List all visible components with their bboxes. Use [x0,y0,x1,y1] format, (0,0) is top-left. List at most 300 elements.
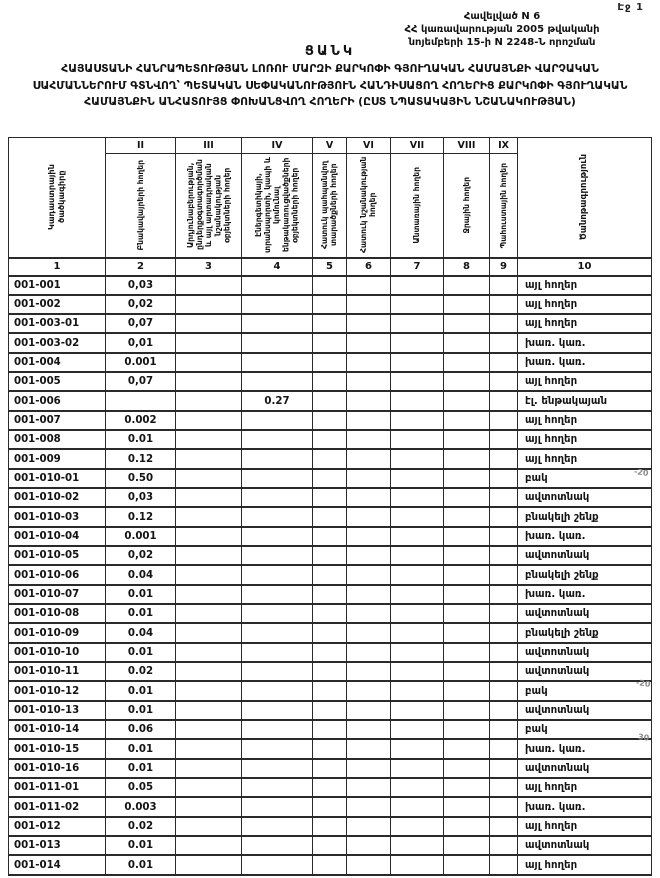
table-row [9,720,652,739]
protected-land-value-cell [313,662,347,681]
energy-transport-land-value-cell [242,314,313,333]
note-cell: խառ. կառ. [518,353,652,372]
settlement-land-value-cell: 0.01 [106,855,176,875]
column-numeral: IV [242,138,313,154]
column-index: 2 [106,258,176,276]
energy-transport-land-value-cell [242,527,313,546]
protected-land-value-cell [313,817,347,836]
industrial-land-value-cell [176,391,242,410]
forest-land-value-cell [391,527,444,546]
header-forest-lands [391,154,444,258]
settlement-land-value-cell: 0.003 [106,797,176,816]
table-row [9,604,652,623]
settlement-land-value-cell: 0.04 [106,623,176,642]
reserve-land-value-cell [490,623,518,642]
protected-land-value-cell [313,527,347,546]
protected-land-value-cell [313,759,347,778]
reserve-land-value-cell [490,778,518,797]
settlement-land-value-cell: 0.04 [106,565,176,584]
note-cell: այլ հողեր [518,276,652,295]
energy-transport-land-value-cell [242,585,313,604]
protected-land-value-cell [313,623,347,642]
table-row [9,662,652,681]
forest-land-value-cell [391,353,444,372]
table-row [9,527,652,546]
protected-land-value-cell [313,836,347,855]
document-title: ՀԱՅԱՍՏԱՆԻ ՀԱՆՐԱՊԵՏՈՒԹՅԱՆ ԼՈՌՈՒ ՄԱՐԶԻ ՔԱՐԿՈՓԻ ԳՅՈՒՂԱԿԱՆ ՀԱՄԱՅՆՔԻ ՎԱՐՉԱԿԱՆ ՍԱՀՄԱՆՆԵՐՈՒՄ ԳՏՆՎՈՂ՝ ՊԵՏԱԿԱՆ ՍԵՓԱԿԱՆՈՒԹՅՈՒՆ ՀԱՆԴԻՍԱՑՈՂ ՀՈՂԵՐԻՑ ՔԱՐԿՈՓԻ ԳՅՈՒՂԱԿԱՆ ՀԱՄԱՅՆՔԻՆ ԱՆՀԱՏՈՒՅՑ ՓՈԽԱՆՑՎՈՂ ՀՈՂԵՐԻ (ԸՍՏ ՆՊԱՏԱԿԱՅԻՆ ՆՇԱՆԱԿՈՒԹՅԱՆ) [32,62,628,109]
table-row [9,333,652,352]
note-cell: բակ [518,720,652,739]
note-cell: այլ հողեր [518,411,652,430]
cadastral-code-label: Կադաստրային ծածկագիրը [46,164,66,231]
settlement-land-value-cell: 0.01 [106,701,176,720]
special-purpose-land-value-cell [347,372,391,391]
industrial-land-value-cell [176,333,242,352]
note-cell: այլ հողեր [518,314,652,333]
protected-land-value-cell [313,411,347,430]
energy-transport-land-value-cell [242,817,313,836]
reserve-land-value-cell [490,817,518,836]
water-land-value-cell [444,333,490,352]
reserve-land-value-cell [490,585,518,604]
reserve-land-value-cell [490,411,518,430]
cadastral-code-cell: 001-014 [9,855,106,875]
settlement-land-value-cell: 0.02 [106,817,176,836]
annex-line: Հավելված N 6 [463,11,541,22]
protected-land-value-cell [313,778,347,797]
settlement-land-value-cell: 0,07 [106,372,176,391]
column-numeral: IX [490,138,518,154]
industrial-land-value-cell [176,585,242,604]
special-purpose-land-value-cell [347,314,391,333]
water-land-value-cell [444,739,490,758]
note-cell: ավտոտնակ [518,604,652,623]
column-index: 9 [490,258,518,276]
water-land-value-cell [444,372,490,391]
document-type-heading: ՑԱՆԿ [304,44,356,59]
reserve-land-value-cell [490,295,518,314]
cadastral-code-cell: 001-010-15 [9,739,106,758]
cadastral-code-cell: 001-002 [9,295,106,314]
special-purpose-land-value-cell [347,778,391,797]
settlement-land-value-cell: 0.01 [106,430,176,449]
water-land-value-cell [444,314,490,333]
reserve-land-value-cell [490,604,518,623]
note-cell: այլ հողեր [518,855,652,875]
table-row [9,701,652,720]
energy-transport-land-value-cell [242,488,313,507]
column-index: 3 [176,258,242,276]
special-purpose-land-value-cell [347,797,391,816]
forest-land-value-cell [391,333,444,352]
cadastral-code-cell: 001-004 [9,353,106,372]
reserve-land-value-cell [490,314,518,333]
header-energy-transport-lands [242,154,313,258]
protected-land-value-cell [313,585,347,604]
industrial-land-value-cell [176,759,242,778]
table-row [9,817,652,836]
energy-transport-land-value-cell [242,623,313,642]
forest-land-value-cell [391,739,444,758]
industrial-land-value-cell [176,507,242,526]
water-land-value-cell [444,527,490,546]
note-cell: ավտոտնակ [518,662,652,681]
column-numeral: II [106,138,176,154]
forest-land-value-cell [391,604,444,623]
special-purpose-land-value-cell [347,643,391,662]
note-cell: ավտոտնակ [518,701,652,720]
settlement-land-value-cell: 0.01 [106,585,176,604]
column-label: Հատուկ նշանակության հողեր [359,157,378,254]
handwritten-margin-mark: -20 [633,467,650,478]
special-purpose-land-value-cell [347,469,391,488]
reserve-land-value-cell [490,353,518,372]
protected-land-value-cell [313,720,347,739]
protected-land-value-cell [313,701,347,720]
table-row [9,836,652,855]
header-note [518,138,652,258]
water-land-value-cell [444,623,490,642]
settlement-land-value-cell: 0.12 [106,507,176,526]
column-label: Պահուստային հողեր [498,162,508,248]
cadastral-code-cell: 001-010-06 [9,565,106,584]
cadastral-code-cell: 001-003-01 [9,314,106,333]
industrial-land-value-cell [176,295,242,314]
protected-land-value-cell [313,855,347,875]
special-purpose-land-value-cell [347,488,391,507]
energy-transport-land-value-cell [242,739,313,758]
cadastral-code-cell: 001-010-14 [9,720,106,739]
special-purpose-land-value-cell [347,585,391,604]
table-row [9,411,652,430]
industrial-land-value-cell [176,604,242,623]
table-row [9,314,652,333]
header-cadastral-code [9,138,106,258]
protected-land-value-cell [313,353,347,372]
note-cell: բնակելի շենք [518,623,652,642]
energy-transport-land-value-cell [242,507,313,526]
industrial-land-value-cell [176,276,242,295]
reserve-land-value-cell [490,855,518,875]
settlement-land-value-cell: 0.01 [106,604,176,623]
forest-land-value-cell [391,430,444,449]
energy-transport-land-value-cell [242,295,313,314]
column-numeral: VI [347,138,391,154]
reserve-land-value-cell [490,430,518,449]
table-row [9,778,652,797]
industrial-land-value-cell [176,546,242,565]
table-row [9,797,652,816]
energy-transport-land-value-cell [242,353,313,372]
forest-land-value-cell [391,276,444,295]
note-cell: ավտոտնակ [518,836,652,855]
table-row [9,276,652,295]
energy-transport-land-value-cell [242,836,313,855]
settlement-land-value-cell: 0.01 [106,759,176,778]
cadastral-code-cell: 001-013 [9,836,106,855]
forest-land-value-cell [391,565,444,584]
page-number: Էջ 1 [617,2,644,13]
reserve-land-value-cell [490,488,518,507]
column-label: Անտառային հողեր [412,166,422,244]
protected-land-value-cell [313,739,347,758]
energy-transport-land-value-cell [242,276,313,295]
reserve-land-value-cell [490,333,518,352]
industrial-land-value-cell [176,623,242,642]
forest-land-value-cell [391,449,444,468]
energy-transport-land-value-cell [242,565,313,584]
column-label: Էներգետիկայի, տրանսպորտի, կապի և կոմունալ ենթակառուցվածքների օբյեկտների հողեր [254,157,300,254]
table-row [9,623,652,642]
cadastral-code-cell: 001-010-10 [9,643,106,662]
water-land-value-cell [444,662,490,681]
cadastral-code-cell: 001-001 [9,276,106,295]
water-land-value-cell [444,565,490,584]
protected-land-value-cell [313,488,347,507]
forest-land-value-cell [391,411,444,430]
energy-transport-land-value-cell [242,759,313,778]
forest-land-value-cell [391,585,444,604]
reserve-land-value-cell [490,662,518,681]
energy-transport-land-value-cell [242,778,313,797]
industrial-land-value-cell [176,836,242,855]
table-row [9,855,652,875]
water-land-value-cell [444,604,490,623]
reserve-land-value-cell [490,276,518,295]
note-cell: էլ. ենթակայան [518,391,652,410]
water-land-value-cell [444,353,490,372]
settlement-land-value-cell: 0.06 [106,720,176,739]
column-index: 8 [444,258,490,276]
header-reserve-lands [490,154,518,258]
special-purpose-land-value-cell [347,759,391,778]
water-land-value-cell [444,817,490,836]
forest-land-value-cell [391,488,444,507]
cadastral-code-cell: 001-006 [9,391,106,410]
water-land-value-cell [444,778,490,797]
header-protected-lands [313,154,347,258]
cadastral-code-cell: 001-011-02 [9,797,106,816]
settlement-land-value-cell: 0,07 [106,314,176,333]
header-industrial-lands [176,154,242,258]
note-column-label: Ծանոթագրություն [579,154,590,241]
note-cell: բնակելի շենք [518,565,652,584]
water-land-value-cell [444,855,490,875]
water-land-value-cell [444,797,490,816]
note-cell: ավտոտնակ [518,488,652,507]
settlement-land-value-cell: 0.02 [106,662,176,681]
reserve-land-value-cell [490,797,518,816]
column-index: 6 [347,258,391,276]
water-land-value-cell [444,720,490,739]
forest-land-value-cell [391,662,444,681]
reserve-land-value-cell [490,701,518,720]
cadastral-code-cell: 001-003-02 [9,333,106,352]
special-purpose-land-value-cell [347,353,391,372]
column-label: Ջրային հողեր [461,176,471,234]
energy-transport-land-value-cell: 0.27 [242,391,313,410]
forest-land-value-cell [391,759,444,778]
industrial-land-value-cell [176,662,242,681]
forest-land-value-cell [391,778,444,797]
cadastral-code-cell: 001-012 [9,817,106,836]
water-land-value-cell [444,430,490,449]
reserve-land-value-cell [490,449,518,468]
settlement-land-value-cell: 0.001 [106,527,176,546]
cadastral-code-cell: 001-005 [9,372,106,391]
protected-land-value-cell [313,333,347,352]
reserve-land-value-cell [490,372,518,391]
cadastral-code-cell: 001-007 [9,411,106,430]
forest-land-value-cell [391,623,444,642]
settlement-land-value-cell: 0.05 [106,778,176,797]
industrial-land-value-cell [176,411,242,430]
energy-transport-land-value-cell [242,643,313,662]
settlement-land-value-cell: 0.01 [106,643,176,662]
header-water-lands [444,154,490,258]
special-purpose-land-value-cell [347,720,391,739]
protected-land-value-cell [313,546,347,565]
industrial-land-value-cell [176,314,242,333]
special-purpose-land-value-cell [347,623,391,642]
reserve-land-value-cell [490,391,518,410]
settlement-land-value-cell: 0.50 [106,469,176,488]
note-cell: այլ հողեր [518,449,652,468]
reserve-land-value-cell [490,469,518,488]
reserve-land-value-cell [490,546,518,565]
note-cell: բնակելի շենք [518,507,652,526]
special-purpose-land-value-cell [347,855,391,875]
forest-land-value-cell [391,469,444,488]
forest-land-value-cell [391,836,444,855]
settlement-land-value-cell: 0.01 [106,836,176,855]
cadastral-code-cell: 001-010-02 [9,488,106,507]
table-row [9,507,652,526]
note-cell: այլ հողեր [518,372,652,391]
settlement-land-value-cell: 0.01 [106,681,176,700]
protected-land-value-cell [313,372,347,391]
settlement-land-value-cell: 0,03 [106,488,176,507]
table-row [9,372,652,391]
table-header [9,138,652,276]
forest-land-value-cell [391,372,444,391]
industrial-land-value-cell [176,720,242,739]
table-row [9,643,652,662]
special-purpose-land-value-cell [347,546,391,565]
energy-transport-land-value-cell [242,546,313,565]
water-land-value-cell [444,681,490,700]
industrial-land-value-cell [176,701,242,720]
cadastral-code-cell: 001-010-09 [9,623,106,642]
note-cell: ավտոտնակ [518,759,652,778]
table-row [9,430,652,449]
note-cell: այլ հողեր [518,778,652,797]
protected-land-value-cell [313,449,347,468]
column-label: Արդյունաբերության, ընդերքօգտագործման և այլ արտադրական նշանակության օբյեկտների հողեր [185,159,232,251]
water-land-value-cell [444,546,490,565]
special-purpose-land-value-cell [347,430,391,449]
column-numeral: V [313,138,347,154]
forest-land-value-cell [391,643,444,662]
reserve-land-value-cell [490,836,518,855]
industrial-land-value-cell [176,565,242,584]
column-numeral: VII [391,138,444,154]
protected-land-value-cell [313,643,347,662]
cadastral-code-cell: 001-010-11 [9,662,106,681]
special-purpose-land-value-cell [347,817,391,836]
note-cell: խառ. կառ. [518,333,652,352]
energy-transport-land-value-cell [242,333,313,352]
energy-transport-land-value-cell [242,469,313,488]
energy-transport-land-value-cell [242,720,313,739]
forest-land-value-cell [391,314,444,333]
note-cell: ավտոտնակ [518,546,652,565]
note-cell: այլ հողեր [518,295,652,314]
note-cell: բակ [518,469,652,488]
energy-transport-land-value-cell [242,604,313,623]
protected-land-value-cell [313,295,347,314]
reserve-land-value-cell [490,739,518,758]
forest-land-value-cell [391,391,444,410]
note-cell: այլ հողեր [518,430,652,449]
energy-transport-land-value-cell [242,681,313,700]
water-land-value-cell [444,701,490,720]
protected-land-value-cell [313,314,347,333]
forest-land-value-cell [391,720,444,739]
protected-land-value-cell [313,681,347,700]
settlement-land-value-cell [106,391,176,410]
industrial-land-value-cell [176,488,242,507]
special-purpose-land-value-cell [347,662,391,681]
reserve-land-value-cell [490,759,518,778]
special-purpose-land-value-cell [347,701,391,720]
column-index: 4 [242,258,313,276]
settlement-land-value-cell: 0,02 [106,295,176,314]
energy-transport-land-value-cell [242,662,313,681]
forest-land-value-cell [391,295,444,314]
note-cell: խառ. կառ. [518,739,652,758]
special-purpose-land-value-cell [347,507,391,526]
industrial-land-value-cell [176,430,242,449]
water-land-value-cell [444,759,490,778]
table-row [9,391,652,410]
settlement-land-value-cell: 0.12 [106,449,176,468]
industrial-land-value-cell [176,855,242,875]
note-cell: այլ հողեր [518,817,652,836]
protected-land-value-cell [313,469,347,488]
special-purpose-land-value-cell [347,276,391,295]
energy-transport-land-value-cell [242,701,313,720]
cadastral-code-cell: 001-010-08 [9,604,106,623]
settlement-land-value-cell: 0.001 [106,353,176,372]
table-row [9,295,652,314]
land-transfer-table [8,137,652,876]
column-index: 7 [391,258,444,276]
cadastral-code-cell: 001-010-07 [9,585,106,604]
column-index: 5 [313,258,347,276]
energy-transport-land-value-cell [242,372,313,391]
energy-transport-land-value-cell [242,855,313,875]
header-special-purpose-lands [347,154,391,258]
note-cell: ավտոտնակ [518,643,652,662]
forest-land-value-cell [391,681,444,700]
industrial-land-value-cell [176,778,242,797]
industrial-land-value-cell [176,372,242,391]
cadastral-code-cell: 001-010-05 [9,546,106,565]
reserve-land-value-cell [490,565,518,584]
protected-land-value-cell [313,430,347,449]
cadastral-code-cell: 001-010-12 [9,681,106,700]
